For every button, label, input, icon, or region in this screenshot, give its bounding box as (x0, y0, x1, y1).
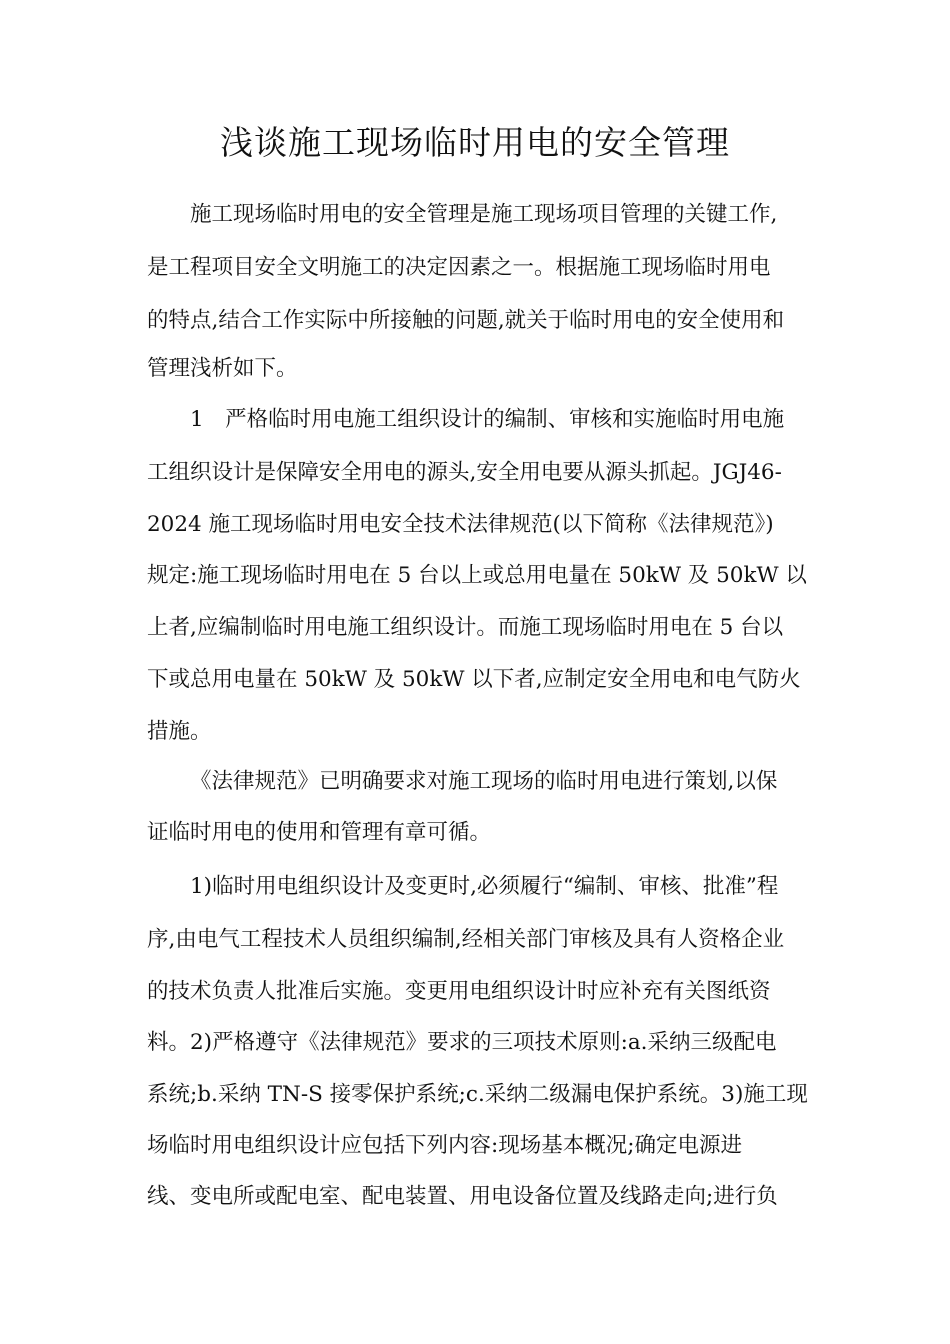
paragraph-line: 上者,应编制临时用电施工组织设计。而施工现场临时用电在 5 台以 (147, 615, 784, 640)
paragraph-line: 规定:施工现场临时用电在 5 台以上或总用电量在 50kW 及 50kW 以 (147, 563, 807, 588)
paragraph-line: 《法律规范》已明确要求对施工现场的临时用电进行策划,以保 (190, 769, 778, 794)
paragraph-line: 2024 施工现场临时用电安全技术法律规范(以下简称《法律规范》) (147, 512, 774, 537)
paragraph-line: 的特点,结合工作实际中所接触的问题,就关于临时用电的安全使用和 (147, 308, 785, 333)
paragraph-line: 场临时用电组织设计应包括下列内容:现场基本概况;确定电源进 (147, 1133, 742, 1158)
paragraph-line: 措施。 (147, 719, 212, 744)
paragraph-line: 下或总用电量在 50kW 及 50kW 以下者,应制定安全用电和电气防火 (147, 667, 801, 692)
paragraph-line: 证临时用电的使用和管理有章可循。 (147, 820, 492, 845)
paragraph-line: 序,由电气工程技术人员组织编制,经相关部门审核及具有人资格企业 (147, 927, 785, 952)
paragraph-line: 施工现场临时用电的安全管理是施工现场项目管理的关键工作, (190, 202, 778, 227)
paragraph-line: 1 严格临时用电施工组织设计的编制、审核和实施临时用电施 (190, 407, 785, 432)
paragraph-line: 工组织设计是保障安全用电的源头,安全用电要从源头抓起。JGJ46- (147, 460, 782, 485)
paragraph-line: 系统;b.采纳 TN-S 接零保护系统;c.采纳二级漏电保护系统。3)施工现 (147, 1082, 808, 1107)
paragraph-line: 是工程项目安全文明施工的决定因素之一。根据施工现场临时用电 (147, 255, 771, 280)
paragraph-line: 线、变电所或配电室、配电装置、用电设备位置及线路走向;进行负 (147, 1184, 778, 1209)
paragraph-line: 1)临时用电组织设计及变更时,必须履行“编制、审核、批准”程 (190, 874, 779, 899)
document-title: 浅谈施工现场临时用电的安全管理 (220, 123, 730, 162)
paragraph-line: 料。2)严格遵守《法律规范》要求的三项技术原则:a.采纳三级配电 (147, 1030, 777, 1055)
paragraph-line: 管理浅析如下。 (147, 356, 298, 381)
paragraph-line: 的技术负责人批准后实施。变更用电组织设计时应补充有关图纸资 (147, 979, 771, 1004)
